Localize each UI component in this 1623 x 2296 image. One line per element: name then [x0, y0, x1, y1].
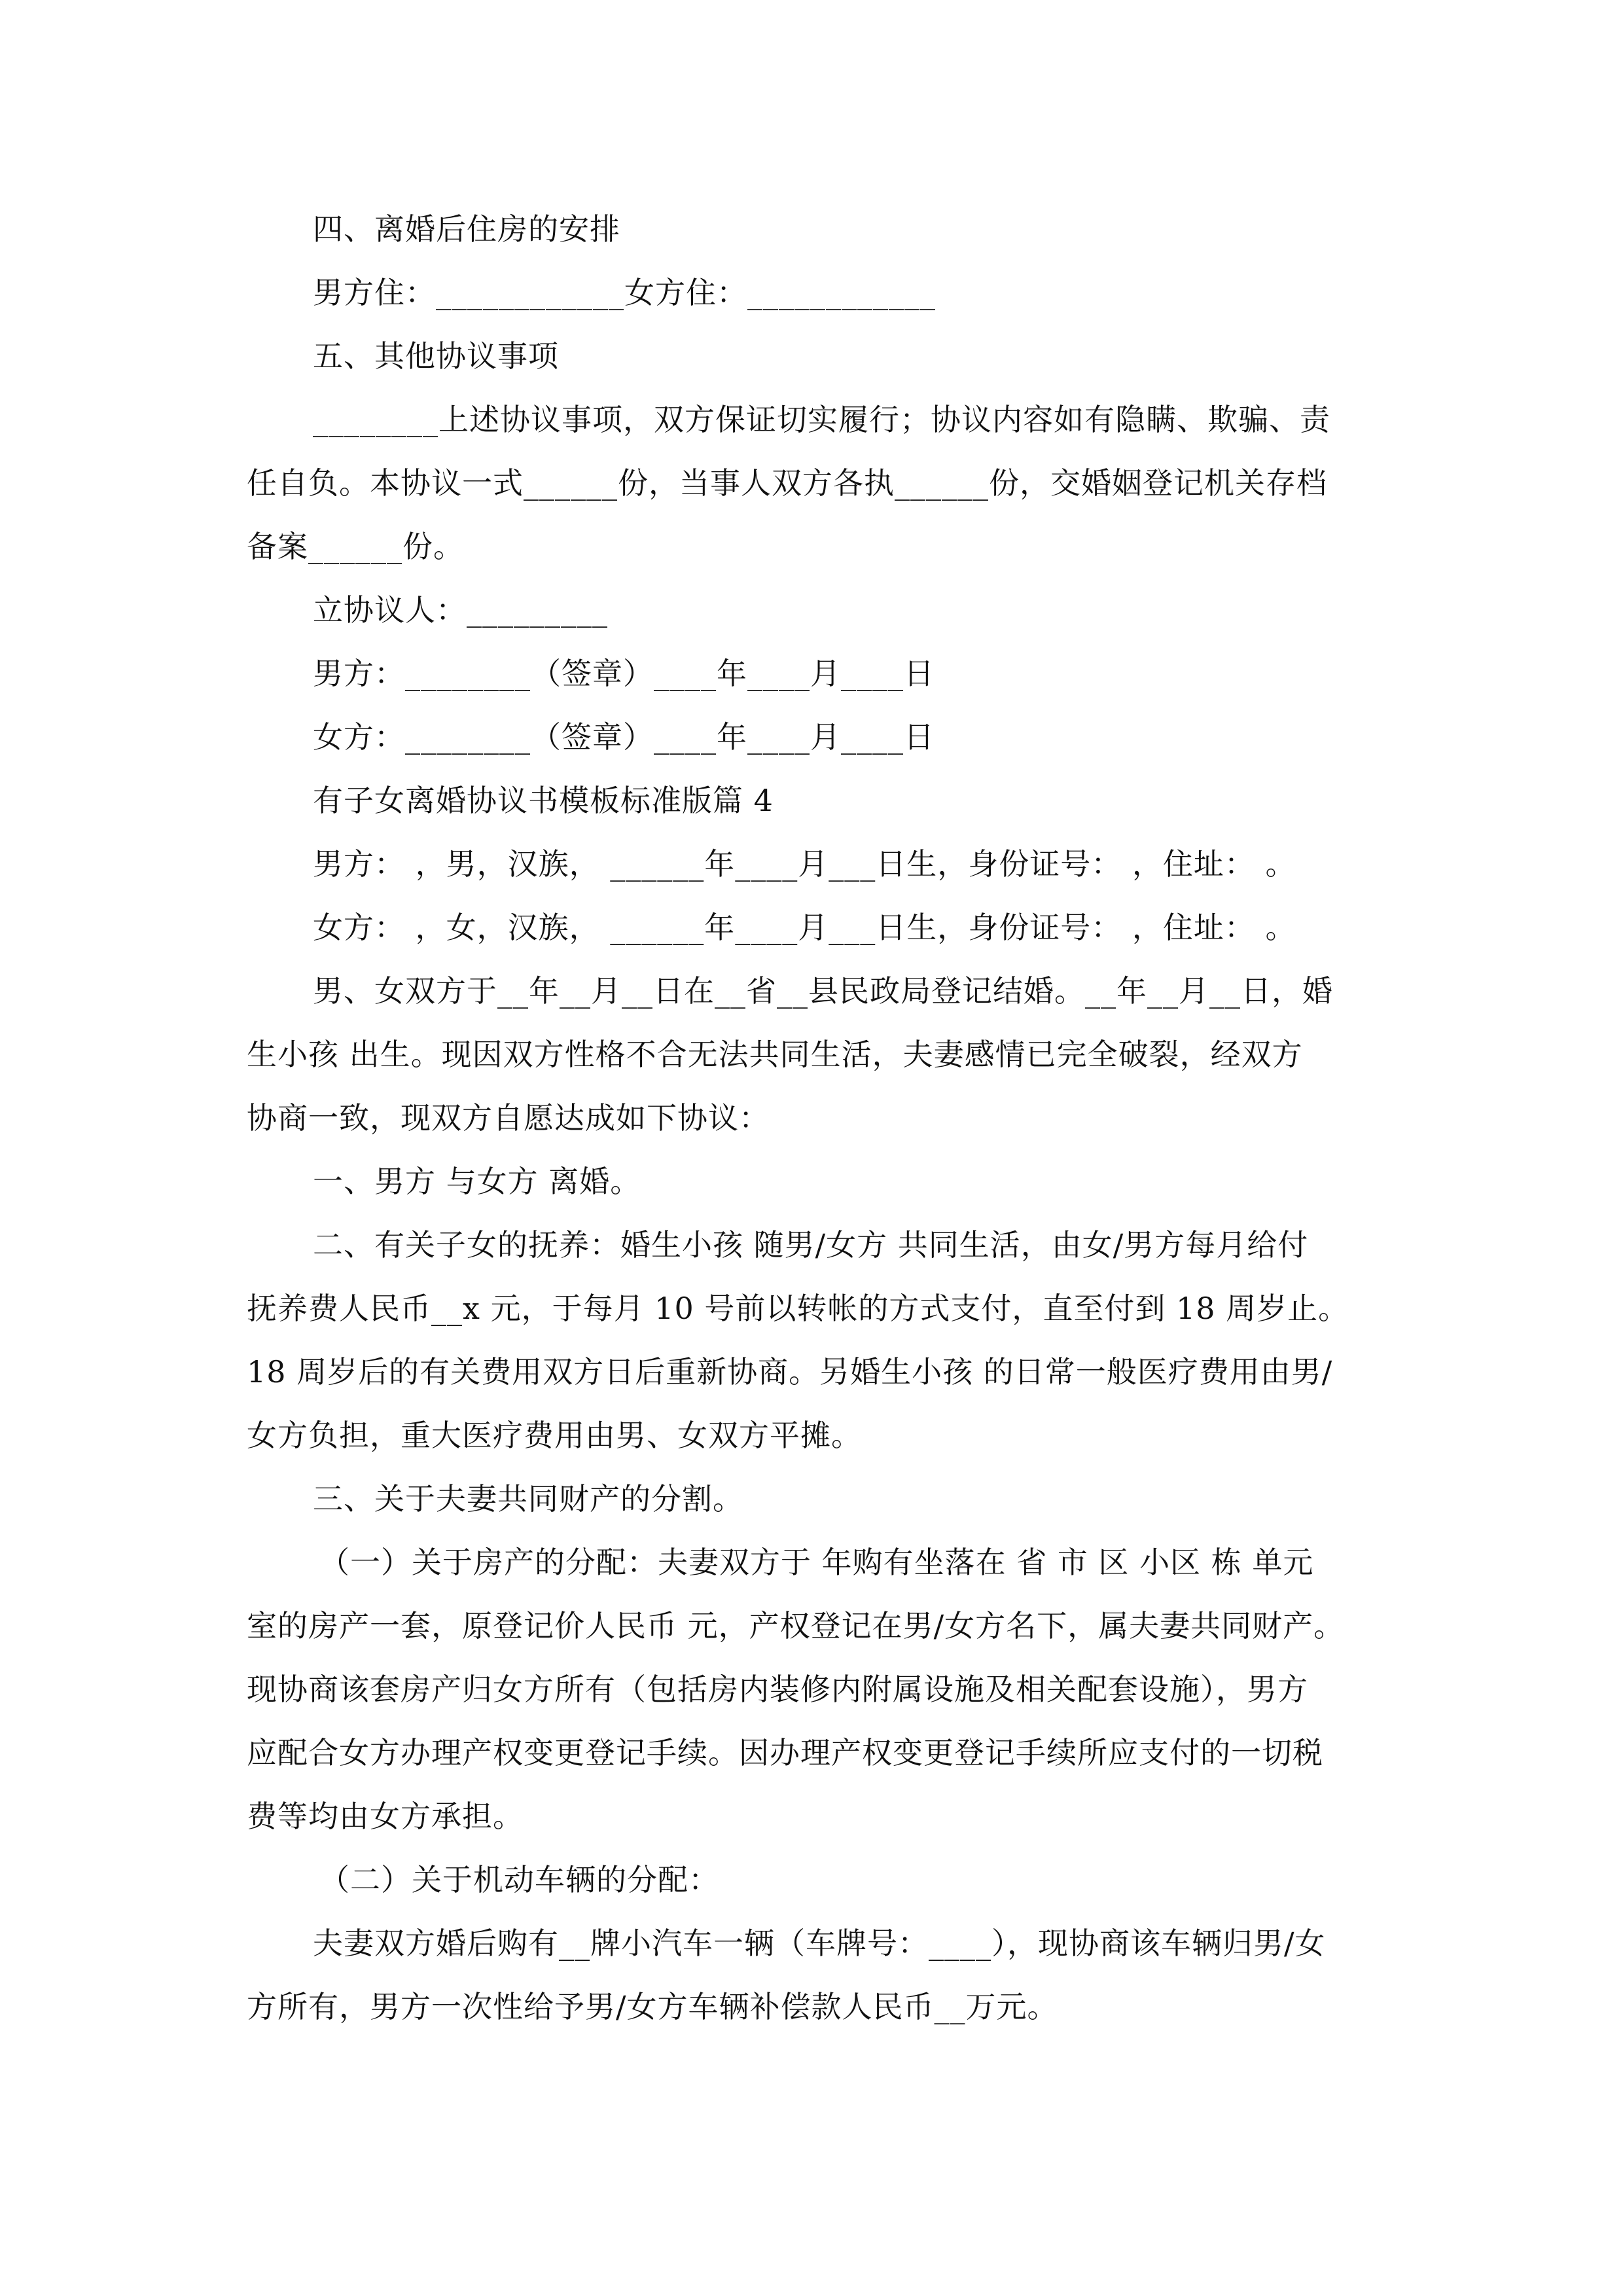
- section-heading-other: 五、其他协议事项: [313, 338, 559, 374]
- article-title: 有子女离婚协议书模板标准版篇 4: [313, 783, 774, 818]
- female-party-info: 女方： ，女，汉族， ______年____月___日生，身份证号： ，住址： 。: [313, 910, 1296, 945]
- paragraph-line: 女方负担，重大医疗费用由男、女双方平摊。: [247, 1418, 862, 1453]
- male-party-info: 男方： ，男，汉族， ______年____月___日生，身份证号： ，住址： 。: [313, 846, 1296, 882]
- clause-child-support: 二、有关子女的抚养：婚生小孩 随男/女方 共同生活，由女/男方每月给付: [313, 1227, 1309, 1263]
- paragraph-line: 费等均由女方承担。: [247, 1799, 524, 1834]
- paragraph-line: 方所有，男方一次性给予男/女方车辆补偿款人民币__万元。: [247, 1989, 1058, 2024]
- paragraph-line: 夫妻双方婚后购有__牌小汽车一辆（车牌号：____），现协商该车辆归男/女: [313, 1926, 1326, 1961]
- paragraph-line: ________上述协议事项，双方保证切实履行；协议内容如有隐瞒、欺骗、责: [313, 402, 1330, 437]
- subclause-real-estate: （一）关于房产的分配：夫妻双方于 年购有坐落在 省 市 区 小区 栋 单元: [319, 1545, 1314, 1580]
- male-signature-line: 男方：________（签章）____年____月____日: [313, 656, 935, 691]
- paragraph-line: 生小孩 出生。现因双方性格不合无法共同生活，夫妻感情已完全破裂，经双方: [247, 1037, 1303, 1072]
- paragraph-line: 18 周岁后的有关费用双方日后重新协商。另婚生小孩 的日常一般医疗费用由男/: [247, 1354, 1333, 1390]
- paragraph-line: 现协商该套房产归女方所有（包括房内装修内附属设施及相关配套设施），男方: [247, 1672, 1308, 1707]
- paragraph-line: 抚养费人民币__x 元，于每月 10 号前以转帐的方式支付，直至付到 18 周岁止。: [247, 1291, 1349, 1326]
- paragraph-line: 协商一致，现双方自愿达成如下协议：: [247, 1100, 770, 1136]
- housing-residence-line: 男方住：____________女方住：____________: [313, 275, 936, 310]
- female-signature-line: 女方：________（签章）____年____月____日: [313, 719, 935, 755]
- paragraph-line: 任自负。本协议一式______份，当事人双方各执______份，交婚姻登记机关存档: [247, 465, 1327, 501]
- paragraph-line: 室的房产一套，原登记价人民币 元，产权登记在男/女方名下，属夫妻共同财产。: [247, 1608, 1345, 1643]
- paragraph-line: 备案______份。: [247, 529, 464, 564]
- paragraph-line: 男、女双方于__年__月__日在__省__县民政局登记结婚。__年__月__日，婚: [313, 973, 1333, 1009]
- clause-divorce: 一、男方 与女方 离婚。: [313, 1164, 641, 1199]
- signatory-line: 立协议人：_________: [313, 592, 608, 628]
- paragraph-line: 应配合女方办理产权变更登记手续。因办理产权变更登记手续所应支付的一切税: [247, 1735, 1323, 1770]
- clause-property: 三、关于夫妻共同财产的分割。: [313, 1481, 743, 1516]
- subclause-vehicle: （二）关于机动车辆的分配：: [319, 1862, 719, 1897]
- section-heading-housing: 四、离婚后住房的安排: [313, 211, 620, 247]
